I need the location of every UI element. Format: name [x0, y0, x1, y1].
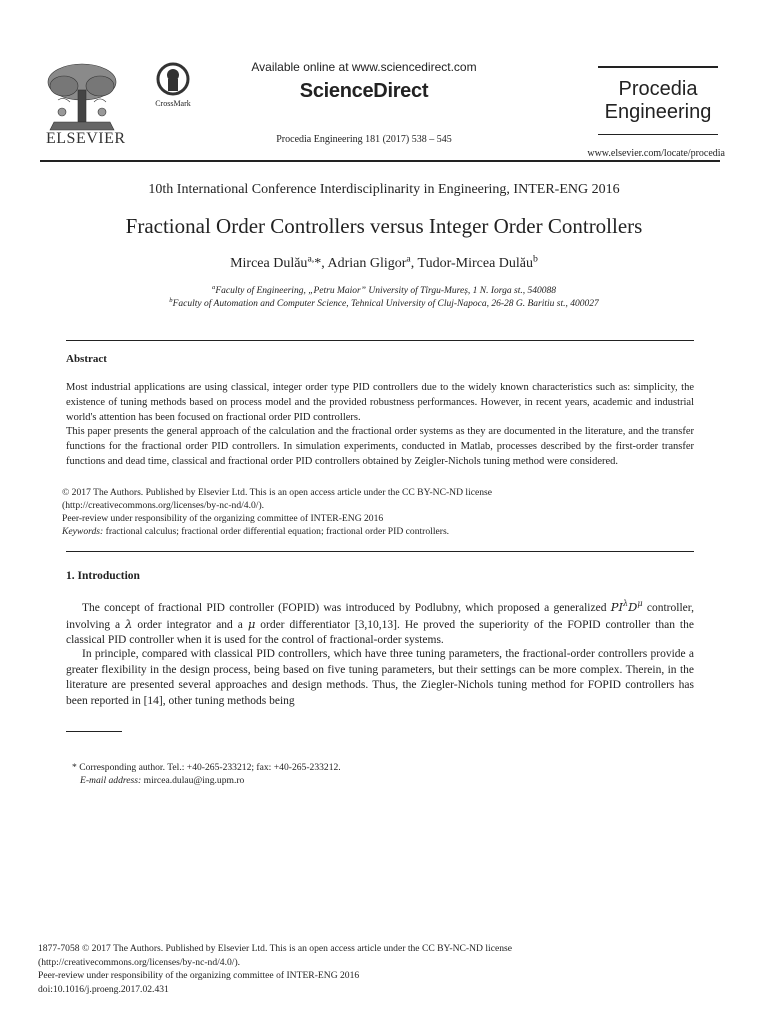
- conference-name: 10th International Conference Interdisciplinarity in Engineering, INTER-ENG 2016: [148, 182, 620, 197]
- keywords-line: [62, 525, 694, 538]
- sciencedirect-logo: ScienceDirect: [299, 80, 429, 102]
- math-lambda: λ: [125, 616, 133, 631]
- abstract-body: [66, 381, 694, 470]
- footer-peer-review: Peer-review under responsibility of the organizing committee of INTER-ENG 2016: [38, 970, 360, 981]
- intro-paragraph-2: In principle, compared with classical PID controllers, which have three tuning parameters, the fractional-order controllers provide a greater flexibility in the design process, being based on five tuning parameters, but their settings can be more complex. Therein, in the literature are presented several approaches and design methods. Thus, the Ziegler-Nichols tuning method for FOPID controllers has been reported in [14], other tuning methods being: [66, 648, 694, 707]
- affiliation-a: $^a$Faculty of Engineering, „Petru Maior” University of Tîrgu-Mureș, 1 N. Iorga st., 540088: [212, 283, 556, 296]
- publisher-name: ELSEVIER: [46, 130, 126, 147]
- author-sup: a: [406, 253, 411, 265]
- procedia-title-line2: Engineering: [604, 101, 712, 123]
- elsevier-logo: [40, 60, 124, 148]
- author-sup: a,: [307, 253, 315, 265]
- peer-review-line: Peer-review under responsibility of the organizing committee of INTER-ENG 2016: [62, 513, 384, 524]
- abstract-bottom-rule: [66, 551, 694, 552]
- keywords-label: Keywords:: [62, 526, 104, 537]
- doi-link[interactable]: doi:10.1016/j.proeng.2017.02.431: [38, 983, 169, 995]
- abstract-top-rule: [66, 340, 694, 341]
- abstract-paragraph: This paper presents the general approach of the calculation and the fractional order systems as they are documented in the literature, and the transfer functions for the fractional order PID controllers. In simulation experiments, conducted in Matlab, processes described by the first-order transfer functions and dead time, classical and fractional order PID controllers obtained by Zeigler-Nichols tuning method were considered.: [66, 426, 694, 467]
- abstract-meta: [62, 486, 694, 538]
- author-sup: b: [533, 253, 538, 265]
- journal-url[interactable]: www.elsevier.com/locate/procedia: [587, 148, 725, 159]
- footnote-rule: [66, 731, 122, 732]
- math-mu: μ: [247, 616, 256, 631]
- elsevier-tree-icon: [40, 60, 124, 132]
- procedia-box: [598, 66, 718, 135]
- abstract-paragraph: Most industrial applications are using classical, integer order type PID controllers due to the widely known characteristics such as: simplicity, the existence of tuning methods based on process model and the provided robustness performances. However, in recent years, academic and industrial world's attention has been focused on fractional order PID controllers.: [66, 382, 694, 423]
- corresponding-mark: *: [314, 256, 322, 271]
- license-link[interactable]: (http://creativecommons.org/licenses/by-nc-nd/4.0/).: [62, 500, 265, 511]
- email-label: E-mail address:: [80, 775, 142, 786]
- author-list: Mircea Dulău$^{a,}$*, Adrian Gligor$^a$, Tudor-Mircea Dulău$^b$: [230, 253, 538, 271]
- email-link[interactable]: mircea.dulau@ing.upm.ro: [143, 775, 245, 786]
- crossmark-icon: [156, 62, 190, 96]
- page-footer: [38, 942, 728, 996]
- available-online: Available online at www.sciencedirect.com: [251, 60, 477, 74]
- corresponding-author-note: * Corresponding author. Tel.: +40-265-233212; fax: +40-265-233212.: [72, 762, 341, 773]
- author-name: Mircea Dulău: [230, 256, 308, 271]
- abstract-heading: Abstract: [66, 353, 107, 365]
- intro-paragraph-1: The concept of fractional PID controller (FOPID) was introduced by Podlubny, which proposed a generalized $PI^\lambda D^\mu$ controller, involving a λ order integrator and a μ order differentiator [3,10,13]. He proved the superiority of the FOPID controller than the classical PID controller when it is used for the control of fractional-order systems.: [66, 599, 694, 647]
- affiliation-b: $^b$Faculty of Automation and Computer Science, Tehnical University of Cluj-Napoca, 26-28 G. Baritiu st., 400027: [169, 296, 599, 309]
- author-name: Tudor-Mircea Dulău: [417, 256, 533, 271]
- paper-title: Fractional Order Controllers versus Integer Order Controllers: [125, 214, 643, 238]
- crossmark-label: CrossMark: [155, 99, 191, 108]
- footnote: [72, 761, 692, 787]
- math-pid-expression: $PI^\lambda D^\mu$: [610, 599, 643, 614]
- procedia-title-line1: Procedia: [618, 78, 698, 100]
- footer-license-link[interactable]: (http://creativecommons.org/licenses/by-nc-nd/4.0/).: [38, 956, 241, 968]
- crossmark-badge[interactable]: [150, 62, 196, 112]
- footer-copyright: 1877-7058 © 2017 The Authors. Published by Elsevier Ltd. This is an open access article under the CC BY-NC-ND license: [38, 943, 513, 954]
- keywords-text: fractional calculus; fractional order differential equation; fractional order PID controllers.: [105, 526, 450, 537]
- header-rule: [40, 160, 720, 162]
- journal-reference: Procedia Engineering 181 (2017) 538 – 545: [276, 134, 452, 145]
- section-heading: 1. Introduction: [66, 570, 140, 582]
- author-name: Adrian Gligor: [327, 256, 407, 271]
- copyright-line: © 2017 The Authors. Published by Elsevier Ltd. This is an open access article under the CC BY-NC-ND license: [62, 487, 493, 498]
